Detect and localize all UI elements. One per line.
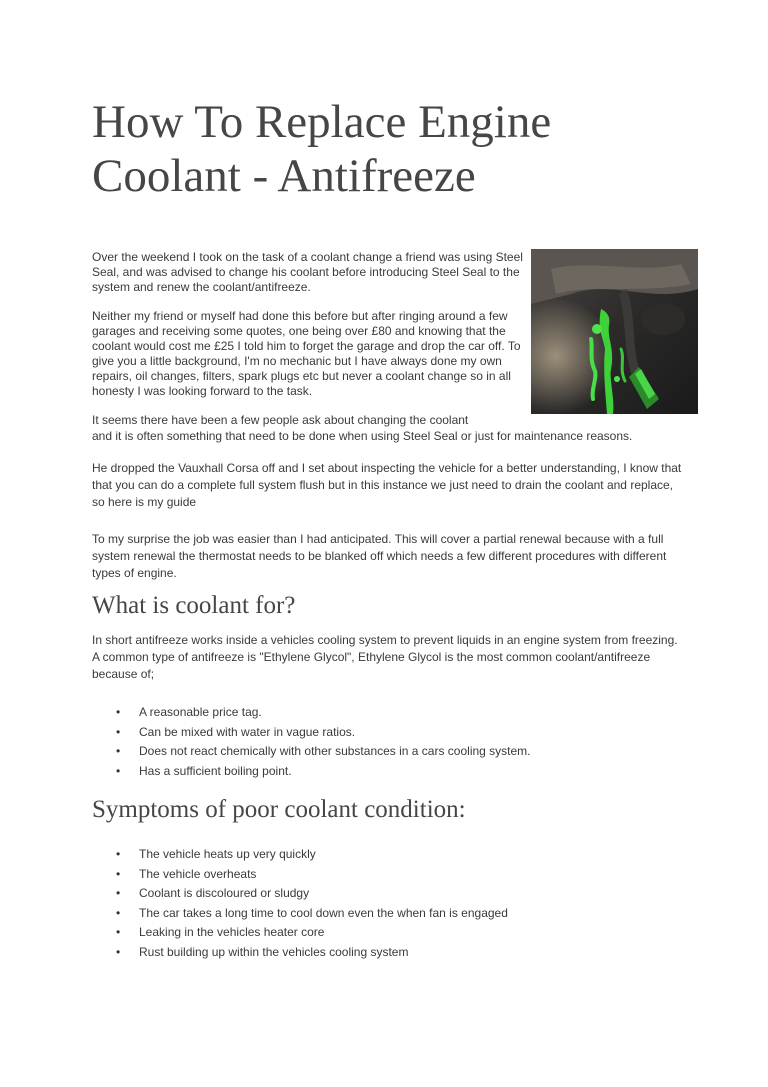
coolant-purpose-text: In short antifreeze works inside a vehicles cooling system to prevent liquids in an engine system from freezing. A common type of antifreeze is "Ethylene Glycol", Ethylene Glycol is the most common coolant/antifreeze because of; — [92, 633, 678, 681]
page-title: How To Replace Engine Coolant - Antifreeze — [92, 96, 552, 202]
list-item: • A reasonable price tag. — [92, 703, 531, 723]
intro-paragraph-1: Over the weekend I took on the task of a coolant change a friend was using Steel Seal, and was advised to change his coolant before introducing Steel Seal to the system and renew the coolant/antifreeze. — [92, 250, 523, 294]
coolant-benefits-list — [92, 703, 531, 781]
list-item: • Can be mixed with water in vague ratios. — [92, 723, 531, 743]
paragraph-4: He dropped the Vauxhall Corsa off and I set about inspecting the vehicle for a better understanding, I know that that you can do a complete full system flush but in this instance we just need to drain the coolant and replace, so here is my guide — [92, 461, 682, 509]
intro-text — [92, 250, 524, 428]
symptoms-list — [92, 845, 508, 962]
list-item: • Leaking in the vehicles heater core — [92, 923, 508, 943]
coolant-draining-photo — [531, 249, 698, 414]
list-item: • Coolant is discoloured or sludgy — [92, 884, 508, 904]
list-item: • Rust building up within the vehicles cooling system — [92, 943, 508, 963]
paragraph-3-end: and it is often something that need to be done when using Steel Seal or just for maintenance reasons. — [92, 429, 633, 443]
list-item: • The car takes a long time to cool down even the when fan is engaged — [92, 904, 508, 924]
section-heading-coolant-purpose: What is coolant for? — [92, 592, 296, 619]
list-item: • Has a sufficient boiling point. — [92, 762, 531, 782]
intro-paragraph-2: Neither my friend or myself had done this before but after ringing around a few garages and receiving some quotes, one being over £80 and knowing that the coolant would cost me £25 I told him to forget the garage and drop the car off. To give you a little background, I'm no mechanic but I have always done my own repairs, oil changes, filters, spark plugs etc but never a coolant change so in all honesty I was looking forward to the task. — [92, 309, 521, 398]
intro-paragraph-3-start: It seems there have been a few people ask about changing the coolant — [92, 413, 469, 427]
list-item: • The vehicle heats up very quickly — [92, 845, 508, 865]
list-item: • Does not react chemically with other substances in a cars cooling system. — [92, 742, 531, 762]
list-item: • The vehicle overheats — [92, 865, 508, 885]
paragraph-5: To my surprise the job was easier than I had anticipated. This will cover a partial renewal because with a full system renewal the thermostat needs to be blanked off which needs a few different procedures with different types of engine. — [92, 532, 667, 580]
section-heading-symptoms: Symptoms of poor coolant condition: — [92, 796, 466, 823]
